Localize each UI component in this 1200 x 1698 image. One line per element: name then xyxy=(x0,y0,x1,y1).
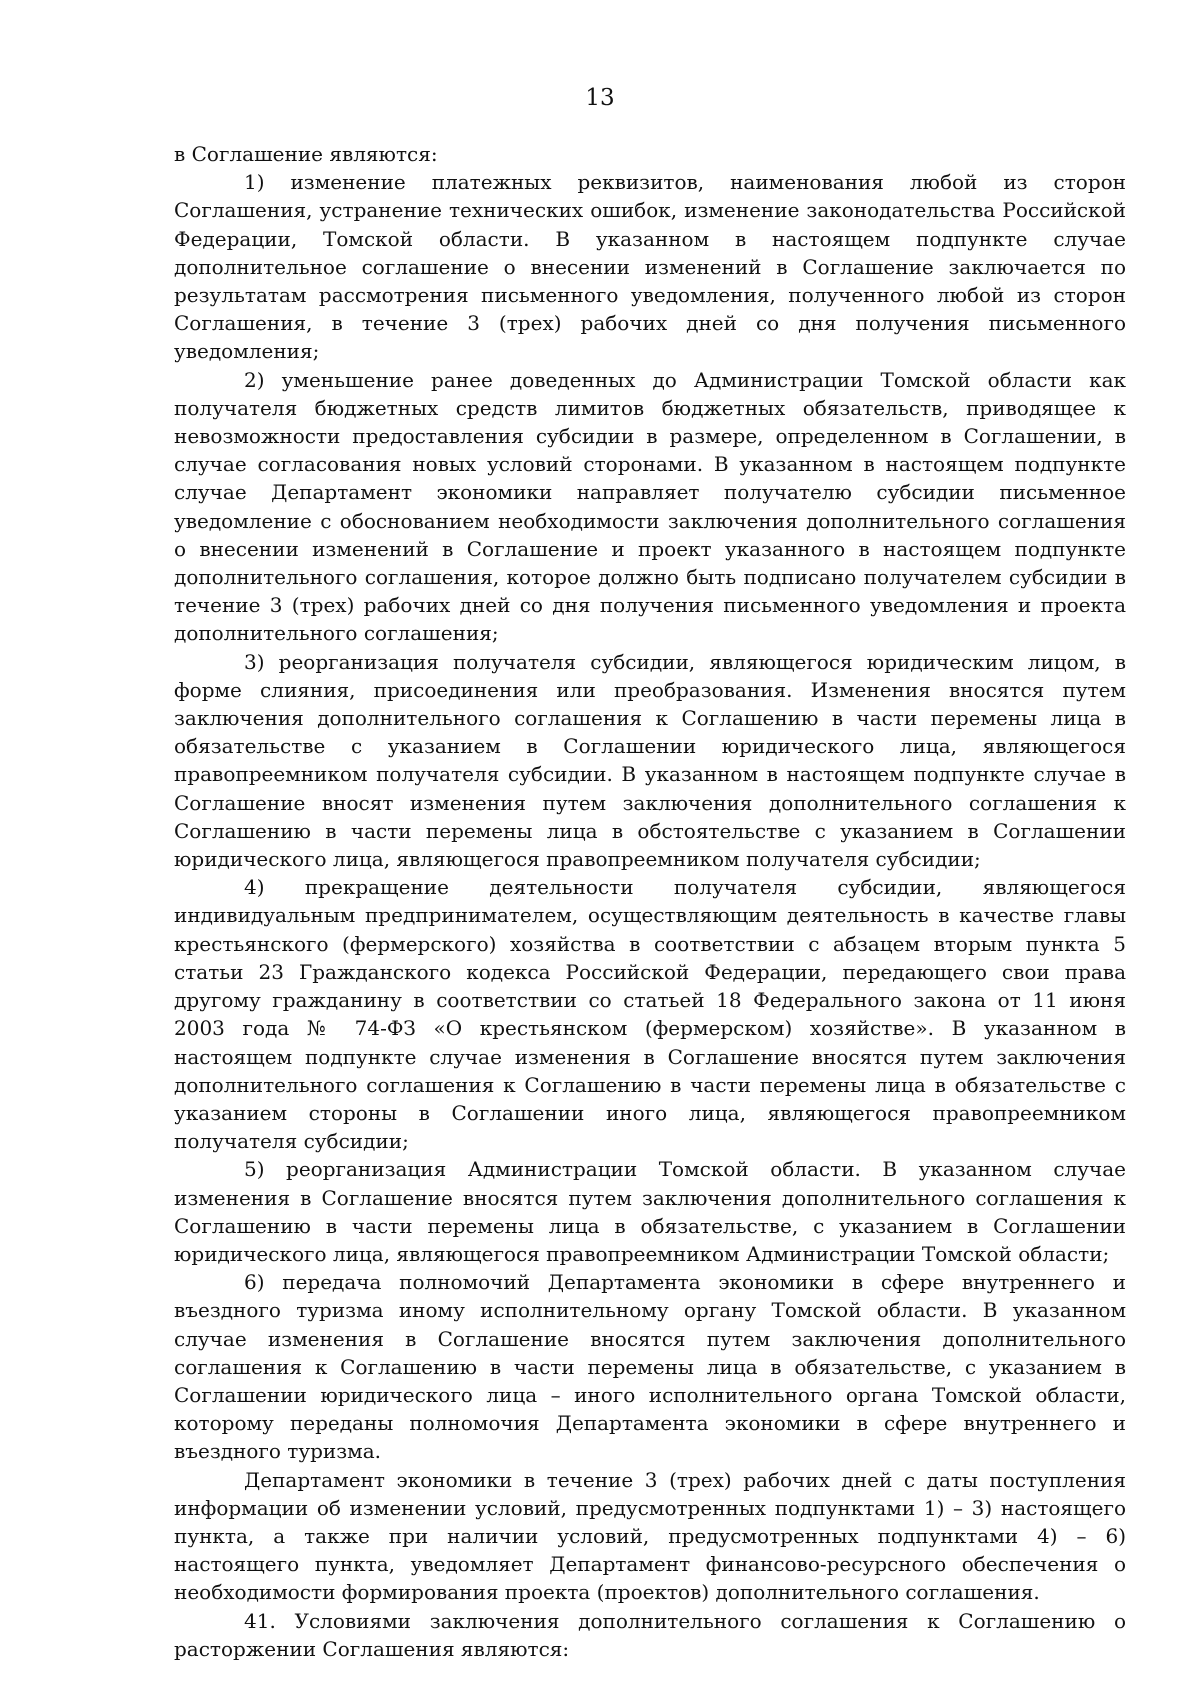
paragraph-subitem-5: 5) реорганизация Администрации Томской области. В указанном случае изменения в Соглашение вносятся путем заключения дополнительного соглашения к Соглашению в части перемены лица в обязательстве, с указанием в Соглашении юридического лица, являющегося правопреемником Администрации Томской области; xyxy=(174,1157,1126,1266)
paragraph-clause-41: 41. Условиями заключения дополнительного соглашения к Соглашению о расторжении Соглашения являются: xyxy=(174,1608,1126,1661)
paragraph-subitem-1: 1) изменение платежных реквизитов, наименования любой из сторон Соглашения, устранение технических ошибок, изменение законодательства Российской Федерации, Томской области. В указанном в настоящем подпункте случае дополнительное соглашение о внесении изменений в Соглашение заключается по результатам рассмотрения письменного уведомления, полученного любой из сторон Соглашения, в течение 3 (трех) рабочих дней со дня получения письменного уведомления; xyxy=(174,170,1126,364)
paragraph-lead-in: в Соглашение являются: xyxy=(174,142,438,166)
paragraph-subitem-6: 6) передача полномочий Департамента экономики в сфере внутреннего и въездного туризма иному исполнительному органу Томской области. В указанном случае изменения в Соглашение вносятся путем заключения дополнительного соглашения к Соглашению в части перемены лица в обязательстве, с указанием в Соглашении юридического лица – иного исполнительного органа Томской области, которому переданы полномочия Департамента экономики в сфере внутреннего и въездного туризма. xyxy=(174,1270,1126,1464)
paragraph-subitem-2: 2) уменьшение ранее доведенных до Администрации Томской области как получателя бюджетных средств лимитов бюджетных обязательств, приводящее к невозможности предоставления субсидии в размере, определенном в Соглашении, в случае согласования новых условий сторонами. В указанном в настоящем подпункте случае Департамент экономики направляет получателю субсидии письменное уведомление с обоснованием необходимости заключения дополнительного соглашения о внесении изменений в Соглашение и проект указанного в настоящем подпункте дополнительного соглашения, которое должно быть подписано получателем субсидии в течение 3 (трех) рабочих дней со дня получения письменного уведомления и проекта дополнительного соглашения; xyxy=(174,367,1126,646)
paragraph-subitem-3: 3) реорганизация получателя субсидии, являющегося юридическим лицом, в форме слияния, присоединения или преобразования. Изменения вносятся путем заключения дополнительного соглашения к Соглашению в части перемены лица в обязательстве с указанием в Соглашении юридического лица, являющегося правопреемником получателя субсидии. В указанном в настоящем подпункте случае в Соглашение вносят изменения путем заключения дополнительного соглашения к Соглашению в части перемены лица в обстоятельстве с указанием в Соглашении юридического лица, являющегося правопреемником получателя субсидии; xyxy=(174,649,1126,872)
document-body xyxy=(174,140,1126,1663)
page-number: 13 xyxy=(585,85,615,111)
paragraph-notification: Департамент экономики в течение 3 (трех) рабочих дней с даты поступления информации об изменении условий, предусмотренных подпунктами 1) – 3) настоящего пункта, а также при наличии условий, предусмотренных подпунктами 4) – 6) настоящего пункта, уведомляет Департамент финансово-ресурсного обеспечения о необходимости формирования проекта (проектов) дополнительного соглашения. xyxy=(174,1467,1126,1605)
paragraph-subitem-4: 4) прекращение деятельности получателя субсидии, являющегося индивидуальным предпринимателем, осуществляющим деятельность в качестве главы крестьянского (фермерского) хозяйства в соответствии с абзацем вторым пункта 5 статьи 23 Гражданского кодекса Российской Федерации, передающего свои права другому гражданину в соответствии со статьей 18 Федерального закона от 11 июня 2003 года № 74-ФЗ «О крестьянском (фермерском) хозяйстве». В указанном в настоящем подпункте случае изменения в Соглашение вносятся путем заключения дополнительного соглашения к Соглашению в части перемены лица в обязательстве с указанием стороны в Соглашении иного лица, являющегося правопреемником получателя субсидии; xyxy=(174,875,1126,1154)
